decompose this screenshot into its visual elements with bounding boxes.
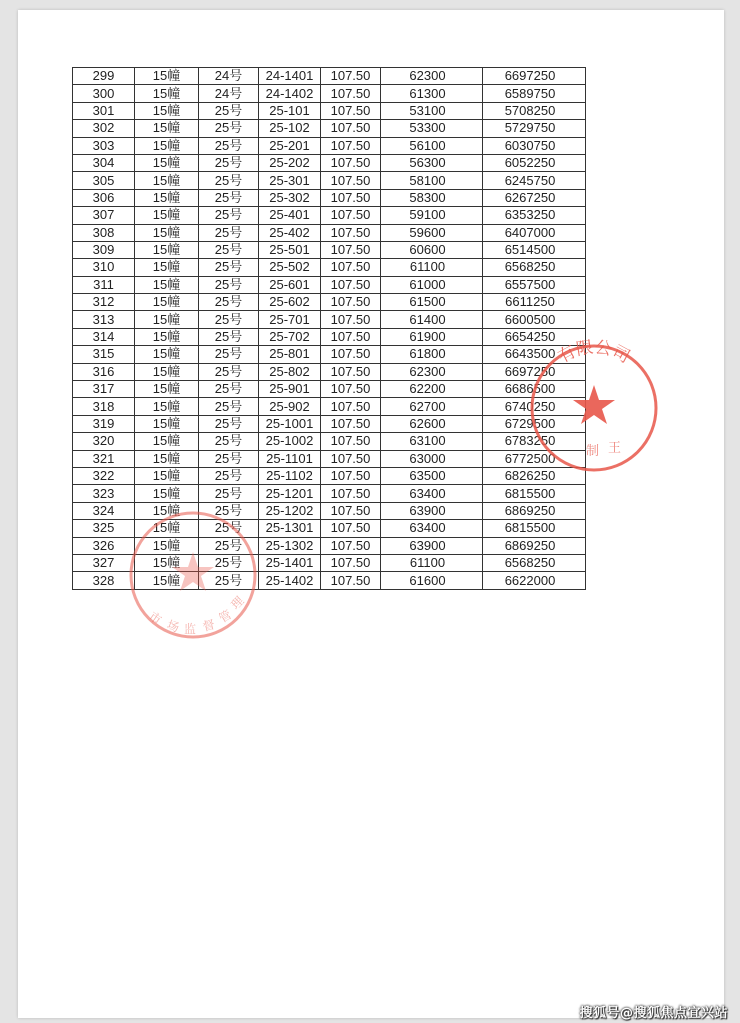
table-cell: 15幢	[135, 346, 199, 363]
table-cell: 63900	[381, 502, 483, 519]
seal-text: 有限公司	[554, 337, 634, 368]
table-cell: 310	[73, 259, 135, 276]
table-cell: 107.50	[321, 241, 381, 258]
table-cell: 25-102	[259, 120, 321, 137]
price-table-body	[73, 68, 586, 590]
table-row	[73, 537, 586, 554]
table-cell: 107.50	[321, 572, 381, 589]
table-row	[73, 485, 586, 502]
table-row	[73, 520, 586, 537]
table-row	[73, 554, 586, 571]
table-cell: 25-1001	[259, 415, 321, 432]
table-cell: 326	[73, 537, 135, 554]
table-cell: 62300	[381, 363, 483, 380]
table-cell: 107.50	[321, 207, 381, 224]
table-cell: 61300	[381, 85, 483, 102]
table-cell: 309	[73, 241, 135, 258]
table-cell: 15幢	[135, 207, 199, 224]
table-cell: 25号	[199, 294, 259, 311]
table-cell: 56100	[381, 137, 483, 154]
table-cell: 314	[73, 328, 135, 345]
table-cell: 25号	[199, 241, 259, 258]
table-row	[73, 68, 586, 85]
table-cell: 107.50	[321, 172, 381, 189]
table-cell: 15幢	[135, 467, 199, 484]
table-cell: 313	[73, 311, 135, 328]
table-cell: 25-302	[259, 189, 321, 206]
table-cell: 25号	[199, 102, 259, 119]
table-cell: 25-1301	[259, 520, 321, 537]
svg-text:理: 理	[228, 593, 247, 613]
table-row	[73, 467, 586, 484]
table-cell: 24号	[199, 85, 259, 102]
table-cell: 107.50	[321, 450, 381, 467]
svg-text:场: 场	[164, 617, 182, 635]
table-row	[73, 328, 586, 345]
table-cell: 107.50	[321, 224, 381, 241]
table-cell: 5729750	[483, 120, 586, 137]
table-cell: 6267250	[483, 189, 586, 206]
table-cell: 15幢	[135, 328, 199, 345]
table-cell: 312	[73, 294, 135, 311]
table-cell: 63100	[381, 433, 483, 450]
table-cell: 25-402	[259, 224, 321, 241]
table-cell: 6643500	[483, 346, 586, 363]
table-cell: 107.50	[321, 311, 381, 328]
table-cell: 6815500	[483, 485, 586, 502]
table-cell: 25-701	[259, 311, 321, 328]
table-cell: 25-1101	[259, 450, 321, 467]
table-cell: 63000	[381, 450, 483, 467]
table-row	[73, 346, 586, 363]
table-cell: 53100	[381, 102, 483, 119]
table-cell: 25-1402	[259, 572, 321, 589]
table-cell: 6568250	[483, 554, 586, 571]
table-cell: 24号	[199, 68, 259, 85]
table-cell: 15幢	[135, 502, 199, 519]
table-cell: 62700	[381, 398, 483, 415]
table-cell: 25-201	[259, 137, 321, 154]
table-cell: 15幢	[135, 120, 199, 137]
table-cell: 107.50	[321, 381, 381, 398]
table-cell: 25-1202	[259, 502, 321, 519]
table-cell: 6600500	[483, 311, 586, 328]
table-cell: 25号	[199, 224, 259, 241]
table-cell: 107.50	[321, 346, 381, 363]
table-cell: 15幢	[135, 85, 199, 102]
table-cell: 107.50	[321, 554, 381, 571]
table-cell: 6686500	[483, 381, 586, 398]
table-cell: 25-1102	[259, 467, 321, 484]
table-row	[73, 241, 586, 258]
table-cell: 304	[73, 154, 135, 171]
table-cell: 318	[73, 398, 135, 415]
table-cell: 6729500	[483, 415, 586, 432]
table-cell: 25号	[199, 276, 259, 293]
table-cell: 15幢	[135, 398, 199, 415]
table-cell: 107.50	[321, 276, 381, 293]
table-cell: 62200	[381, 381, 483, 398]
table-cell: 302	[73, 120, 135, 137]
table-cell: 107.50	[321, 433, 381, 450]
table-cell: 25号	[199, 259, 259, 276]
table-cell: 25号	[199, 363, 259, 380]
table-cell: 15幢	[135, 554, 199, 571]
table-cell: 25号	[199, 172, 259, 189]
table-cell: 53300	[381, 120, 483, 137]
table-row	[73, 294, 586, 311]
table-cell: 62600	[381, 415, 483, 432]
table-cell: 319	[73, 415, 135, 432]
table-cell: 6697250	[483, 68, 586, 85]
table-row	[73, 398, 586, 415]
table-cell: 24-1402	[259, 85, 321, 102]
table-cell: 6869250	[483, 502, 586, 519]
table-cell: 63400	[381, 520, 483, 537]
table-cell: 25-1002	[259, 433, 321, 450]
table-cell: 61000	[381, 276, 483, 293]
table-cell: 25-801	[259, 346, 321, 363]
table-cell: 15幢	[135, 537, 199, 554]
price-table	[72, 67, 586, 590]
table-cell: 6557500	[483, 276, 586, 293]
table-cell: 324	[73, 502, 135, 519]
table-cell: 25-1401	[259, 554, 321, 571]
table-cell: 25-502	[259, 259, 321, 276]
table-row	[73, 102, 586, 119]
table-cell: 6697250	[483, 363, 586, 380]
table-cell: 107.50	[321, 294, 381, 311]
table-cell: 15幢	[135, 433, 199, 450]
table-cell: 315	[73, 346, 135, 363]
table-row	[73, 224, 586, 241]
table-cell: 323	[73, 485, 135, 502]
table-cell: 311	[73, 276, 135, 293]
table-cell: 25-602	[259, 294, 321, 311]
table-cell: 15幢	[135, 381, 199, 398]
table-cell: 6783250	[483, 433, 586, 450]
table-cell: 61900	[381, 328, 483, 345]
table-cell: 25号	[199, 415, 259, 432]
table-cell: 25号	[199, 485, 259, 502]
table-cell: 61400	[381, 311, 483, 328]
table-cell: 60600	[381, 241, 483, 258]
table-cell: 300	[73, 85, 135, 102]
table-cell: 15幢	[135, 311, 199, 328]
table-cell: 15幢	[135, 154, 199, 171]
table-cell: 61800	[381, 346, 483, 363]
table-cell: 6245750	[483, 172, 586, 189]
table-cell: 306	[73, 189, 135, 206]
table-cell: 107.50	[321, 485, 381, 502]
table-cell: 107.50	[321, 154, 381, 171]
table-cell: 6353250	[483, 207, 586, 224]
svg-text:制: 制	[586, 444, 600, 459]
table-cell: 107.50	[321, 363, 381, 380]
table-cell: 25-702	[259, 328, 321, 345]
table-cell: 321	[73, 450, 135, 467]
svg-text:王: 王	[608, 441, 622, 456]
table-cell: 305	[73, 172, 135, 189]
table-cell: 15幢	[135, 450, 199, 467]
table-cell: 25号	[199, 154, 259, 171]
table-cell: 6589750	[483, 85, 586, 102]
table-cell: 15幢	[135, 485, 199, 502]
watermark-text: 搜狐号@搜狐焦点宜兴站	[579, 1006, 728, 1021]
table-cell: 15幢	[135, 102, 199, 119]
table-cell: 62300	[381, 68, 483, 85]
table-cell: 299	[73, 68, 135, 85]
table-cell: 25号	[199, 537, 259, 554]
table-cell: 59600	[381, 224, 483, 241]
table-cell: 61100	[381, 554, 483, 571]
table-cell: 107.50	[321, 68, 381, 85]
table-cell: 107.50	[321, 120, 381, 137]
table-cell: 25-901	[259, 381, 321, 398]
table-cell: 15幢	[135, 172, 199, 189]
svg-text:监: 监	[184, 622, 197, 636]
table-row	[73, 189, 586, 206]
table-cell: 5708250	[483, 102, 586, 119]
table-cell: 25-401	[259, 207, 321, 224]
table-cell: 301	[73, 102, 135, 119]
table-cell: 25号	[199, 520, 259, 537]
table-cell: 25号	[199, 572, 259, 589]
table-cell: 25号	[199, 554, 259, 571]
table-cell: 25号	[199, 311, 259, 328]
table-cell: 320	[73, 433, 135, 450]
table-cell: 15幢	[135, 415, 199, 432]
table-cell: 308	[73, 224, 135, 241]
table-cell: 6030750	[483, 137, 586, 154]
table-cell: 15幢	[135, 224, 199, 241]
table-cell: 15幢	[135, 363, 199, 380]
table-cell: 25号	[199, 189, 259, 206]
table-cell: 25-1302	[259, 537, 321, 554]
table-cell: 6815500	[483, 520, 586, 537]
table-cell: 15幢	[135, 572, 199, 589]
table-cell: 15幢	[135, 241, 199, 258]
table-cell: 25号	[199, 381, 259, 398]
table-cell: 107.50	[321, 520, 381, 537]
table-cell: 25号	[199, 398, 259, 415]
table-row	[73, 311, 586, 328]
table-cell: 25-301	[259, 172, 321, 189]
table-row	[73, 502, 586, 519]
table-cell: 25-802	[259, 363, 321, 380]
table-cell: 325	[73, 520, 135, 537]
table-cell: 6654250	[483, 328, 586, 345]
table-cell: 107.50	[321, 537, 381, 554]
table-cell: 317	[73, 381, 135, 398]
table-row	[73, 154, 586, 171]
table-cell: 25号	[199, 450, 259, 467]
table-cell: 56300	[381, 154, 483, 171]
table-cell: 61100	[381, 259, 483, 276]
table-cell: 25-101	[259, 102, 321, 119]
table-cell: 25号	[199, 502, 259, 519]
table-cell: 6869250	[483, 537, 586, 554]
table-cell: 25号	[199, 328, 259, 345]
table-cell: 25号	[199, 137, 259, 154]
table-cell: 6622000	[483, 572, 586, 589]
table-cell: 59100	[381, 207, 483, 224]
table-cell: 107.50	[321, 102, 381, 119]
table-row	[73, 363, 586, 380]
table-cell: 15幢	[135, 189, 199, 206]
table-row	[73, 85, 586, 102]
table-cell: 25号	[199, 207, 259, 224]
svg-text:市: 市	[146, 608, 165, 628]
table-row	[73, 381, 586, 398]
table-cell: 107.50	[321, 415, 381, 432]
table-row	[73, 572, 586, 589]
table-cell: 25号	[199, 467, 259, 484]
table-cell: 107.50	[321, 502, 381, 519]
table-cell: 107.50	[321, 137, 381, 154]
table-cell: 25-501	[259, 241, 321, 258]
table-cell: 328	[73, 572, 135, 589]
table-cell: 6740250	[483, 398, 586, 415]
table-cell: 107.50	[321, 467, 381, 484]
table-cell: 107.50	[321, 398, 381, 415]
table-row	[73, 137, 586, 154]
table-cell: 15幢	[135, 520, 199, 537]
table-cell: 25-601	[259, 276, 321, 293]
table-cell: 307	[73, 207, 135, 224]
svg-text:管: 管	[216, 607, 234, 626]
table-row	[73, 207, 586, 224]
table-cell: 63900	[381, 537, 483, 554]
table-cell: 107.50	[321, 328, 381, 345]
table-row	[73, 450, 586, 467]
table-cell: 25号	[199, 346, 259, 363]
table-cell: 15幢	[135, 137, 199, 154]
table-cell: 107.50	[321, 85, 381, 102]
table-cell: 316	[73, 363, 135, 380]
table-cell: 107.50	[321, 259, 381, 276]
table-row	[73, 120, 586, 137]
table-cell: 6611250	[483, 294, 586, 311]
table-cell: 24-1401	[259, 68, 321, 85]
table-cell: 63500	[381, 467, 483, 484]
svg-text:督: 督	[201, 617, 217, 634]
table-row	[73, 259, 586, 276]
table-cell: 61500	[381, 294, 483, 311]
table-cell: 15幢	[135, 68, 199, 85]
table-cell: 25-1201	[259, 485, 321, 502]
table-row	[73, 276, 586, 293]
table-row	[73, 172, 586, 189]
table-cell: 6407000	[483, 224, 586, 241]
table-cell: 107.50	[321, 189, 381, 206]
table-cell: 322	[73, 467, 135, 484]
table-cell: 303	[73, 137, 135, 154]
table-cell: 58100	[381, 172, 483, 189]
table-cell: 61600	[381, 572, 483, 589]
table-cell: 15幢	[135, 294, 199, 311]
table-cell: 25-902	[259, 398, 321, 415]
table-cell: 25-202	[259, 154, 321, 171]
table-cell: 15幢	[135, 259, 199, 276]
table-row	[73, 415, 586, 432]
table-cell: 63400	[381, 485, 483, 502]
table-cell: 6052250	[483, 154, 586, 171]
table-cell: 6568250	[483, 259, 586, 276]
table-cell: 25号	[199, 433, 259, 450]
table-cell: 25号	[199, 120, 259, 137]
table-cell: 15幢	[135, 276, 199, 293]
table-cell: 6772500	[483, 450, 586, 467]
table-cell: 58300	[381, 189, 483, 206]
table-row	[73, 433, 586, 450]
table-cell: 327	[73, 554, 135, 571]
table-cell: 6826250	[483, 467, 586, 484]
table-cell: 6514500	[483, 241, 586, 258]
